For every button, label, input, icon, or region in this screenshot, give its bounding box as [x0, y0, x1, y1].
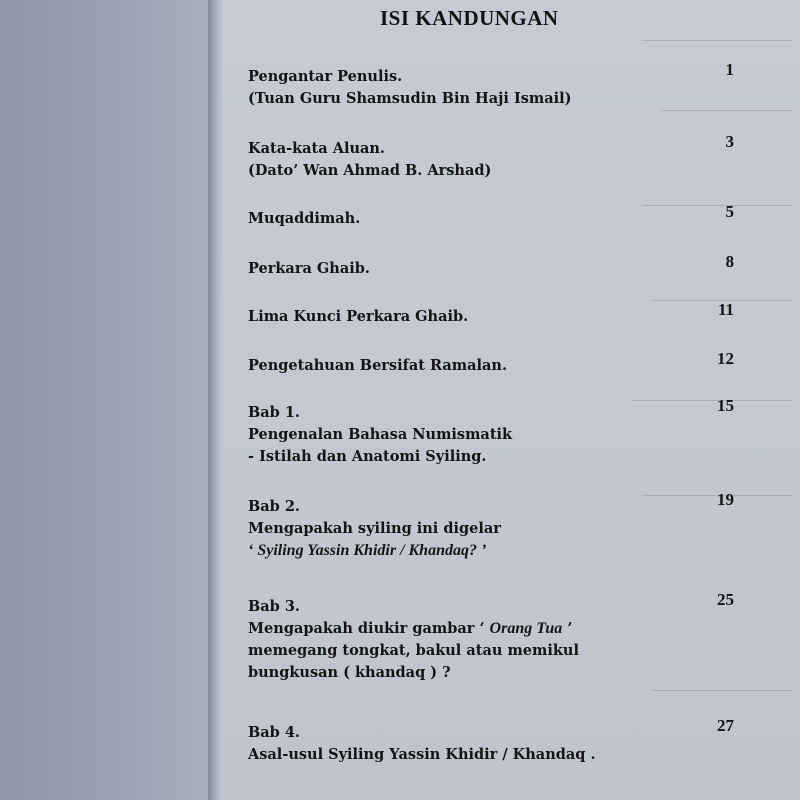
page-number: 8	[725, 252, 734, 271]
entry-line: Bab 1.	[248, 404, 300, 421]
page-number: 27	[717, 716, 734, 735]
entry-line: Bab 2.	[248, 498, 300, 515]
toc-entry	[248, 716, 734, 766]
entry-line: Bab 3.	[248, 598, 300, 615]
page-number: 19	[717, 490, 734, 509]
toc-entry	[248, 300, 734, 328]
entry-line: Bab 4.	[248, 724, 300, 741]
toc-entry	[248, 396, 734, 468]
page-number: 3	[725, 132, 734, 151]
page-number: 25	[717, 590, 734, 609]
entry-line: - Istilah dan Anatomi Syiling.	[248, 448, 487, 465]
entry-line: ‘ Syiling Yassin Khidir / Khandaq? ’	[248, 542, 487, 559]
toc-entry	[248, 349, 734, 377]
entry-line: Pengenalan Bahasa Numismatik	[248, 426, 513, 443]
page-number: 5	[725, 202, 734, 221]
entry-italic-text: Orang Tua	[489, 620, 563, 637]
entry-line: (Tuan Guru Shamsudin Bin Haji Ismail)	[248, 90, 572, 107]
page-number: 1	[725, 60, 734, 79]
page-number: 15	[717, 396, 734, 415]
toc-entry	[248, 60, 734, 110]
entry-line: Kata-kata Aluan.	[248, 140, 385, 157]
page-number: 12	[717, 349, 734, 368]
entry-line: Mengapakah syiling ini digelar	[248, 520, 501, 537]
toc-entry	[248, 252, 734, 280]
toc-entry	[248, 202, 734, 230]
toc-entry	[248, 490, 734, 562]
entry-text: ’	[562, 620, 573, 637]
entry-text: Mengapakah diukir gambar ‘	[248, 620, 490, 637]
entry-line: Asal-usul Syiling Yassin Khidir / Khandaq .	[248, 746, 596, 763]
toc-entry	[248, 590, 734, 684]
left-page	[0, 0, 215, 800]
entry-line: Perkara Ghaib.	[248, 260, 370, 277]
entry-line: Pengetahuan Bersifat Ramalan.	[248, 357, 507, 374]
entry-line: Muqaddimah.	[248, 210, 361, 227]
page-number: 11	[717, 300, 734, 319]
toc-entry	[248, 132, 734, 182]
page-title: ISI KANDUNGAN	[380, 6, 559, 30]
entry-line: memegang tongkat, bakul atau memikul	[248, 642, 579, 659]
entry-line: bungkusan ( khandaq ) ?	[248, 664, 451, 681]
entry-line	[248, 618, 728, 640]
entry-line: Pengantar Penulis.	[248, 68, 403, 85]
entry-line: Lima Kunci Perkara Ghaib.	[248, 308, 469, 325]
entry-line: (Dato’ Wan Ahmad B. Arshad)	[248, 162, 492, 179]
